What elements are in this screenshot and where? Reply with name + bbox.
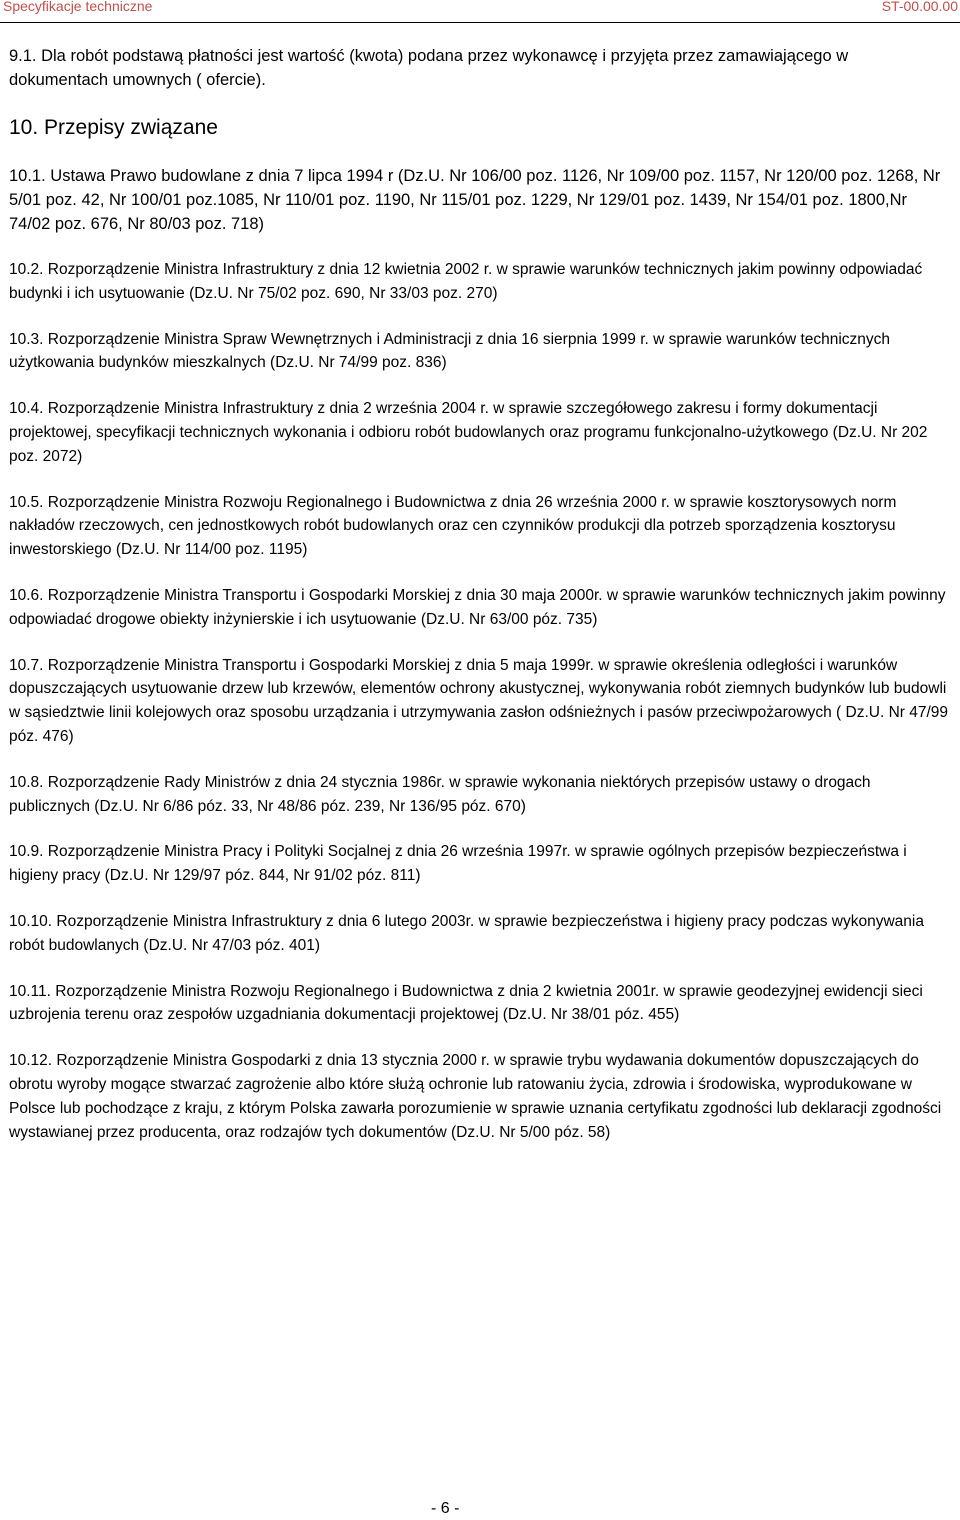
paragraph-10-8: 10.8. Rozporządzenie Rady Ministrów z dnia 24 stycznia 1986r. w sprawie wykonania niektórych przepisów ustawy o drogach publicznych (Dz.U. Nr 6/86 póz. 33, Nr 48/86 póz. 239, Nr 136/95 póz. 670): [9, 773, 871, 815]
paragraph-10-3: 10.3. Rozporządzenie Ministra Spraw Wewnętrznych i Administracji z dnia 16 sierpnia 1999 r. w sprawie warunków technicznych użytkowania budynków mieszkalnych (Dz.U. Nr 74/99 poz. 836): [9, 330, 891, 372]
document-title: Specyfikacje techniczne: [3, 0, 153, 14]
paragraph-10-2: 10.2. Rozporządzenie Ministra Infrastruktury z dnia 12 kwietnia 2002 r. w sprawie warunków technicznych jakim powinny odpowiadać budynki i ich usytuowanie (Dz.U. Nr 75/02 poz. 690, Nr 33/03 poz. 270): [9, 261, 923, 302]
paragraph-10-4: 10.4. Rozporządzenie Ministra Infrastruktury z dnia 2 września 2004 r. w sprawie szczegółowego zakresu i formy dokumentacji projektowej, specyfikacji technicznych wykonania i odbioru robót budowlanych oraz programu funkcjonalno-użytkowego (Dz.U. Nr 202 poz. 2072): [9, 400, 928, 465]
document-body: [9, 44, 949, 1166]
paragraph-10-11: 10.11. Rozporządzenie Ministra Rozwoju Regionalnego i Budownictwa z dnia 2 kwietnia 2001r. w sprawie geodezyjnej ewidencji sieci uzbrojenia terenu oraz zespołów uzgadniania dokumentacji projektowej (Dz.U. Nr 38/01 póz. 455): [9, 982, 923, 1024]
paragraph-9-1: 9.1. Dla robót podstawą płatności jest wartość (kwota) podana przez wykonawcę i przyjęta przez zamawiającego w dokumentach umownych ( ofercie).: [9, 47, 849, 89]
paragraph-10-12: 10.12. Rozporządzenie Ministra Gospodarki z dnia 13 stycznia 2000 r. w sprawie trybu wydawania dokumentów dopuszczających do obrotu wyroby mogące stwarzać zagrożenie albo które służą ochronie lub ratowaniu życia, zdrowia i środowiska, wyprodukowane w Polsce lub pochodzące z kraju, z którym Polska zawarła porozumienie w sprawie uznania certyfikatu zgodności lub deklaracji zgodności wystawianej przez producenta, oraz rodzajów tych dokumentów (Dz.U. Nr 5/00 póz. 58): [9, 1052, 942, 1141]
page-header: [0, 0, 960, 23]
paragraph-10-6: 10.6. Rozporządzenie Ministra Transportu i Gospodarki Morskiej z dnia 30 maja 2000r. w sprawie warunków technicznych jakim powinny odpowiadać drogowe obiekty inżynierskie i ich usytuowanie (Dz.U. Nr 63/00 póz. 735): [9, 586, 946, 628]
paragraph-10-7: 10.7. Rozporządzenie Ministra Transportu i Gospodarki Morskiej z dnia 5 maja 1999r. w sprawie określenia odległości i warunków dopuszczających usytuowanie drzew lub krzewów, elementów ochrony akustycznej, wykonywania robót ziemnych budynków lub budowli w sąsiedztwie linii kolejowych oraz sposobu urządzania i utrzymywania zasłon odśnieżnych i pasów przeciwpożarowych ( Dz.U. Nr 47/99 póz. 476): [9, 656, 949, 745]
paragraph-10-1: 10.1. Ustawa Prawo budowlane z dnia 7 lipca 1994 r (Dz.U. Nr 106/00 poz. 1126, Nr 109/00 poz. 1157, Nr 120/00 poz. 1268, Nr 5/01 poz. 42, Nr 100/01 poz.1085, Nr 110/01 poz. 1190, Nr 115/01 poz. 1229, Nr 129/01 poz. 1439, Nr 154/01 poz. 1800,Nr 74/02 poz. 676, Nr 80/03 poz. 718): [9, 167, 941, 233]
paragraph-10-9: 10.9. Rozporządzenie Ministra Pracy i Polityki Socjalnej z dnia 26 września 1997r. w sprawie ogólnych przepisów bezpieczeństwa i higieny pracy (Dz.U. Nr 129/97 póz. 844, Nr 91/02 póz. 811): [9, 843, 907, 885]
paragraph-10-10: 10.10. Rozporządzenie Ministra Infrastruktury z dnia 6 lutego 2003r. w sprawie bezpieczeństwa i higieny pracy podczas wykonywania robót budowlanych (Dz.U. Nr 47/03 póz. 401): [9, 912, 924, 954]
section-heading-10: 10. Przepisy związane: [9, 116, 218, 139]
page-number: - 6 -: [431, 1500, 460, 1517]
document-code: ST-00.00.00: [881, 0, 958, 14]
paragraph-10-5: 10.5. Rozporządzenie Ministra Rozwoju Regionalnego i Budownictwa z dnia 26 września 2000 r. w sprawie kosztorysowych norm nakładów rzeczowych, cen jednostkowych robót budowlanych oraz cen czynników produkcji dla potrzeb sporządzenia kosztorysu inwestorskiego (Dz.U. Nr 114/00 poz. 1195): [9, 493, 897, 559]
